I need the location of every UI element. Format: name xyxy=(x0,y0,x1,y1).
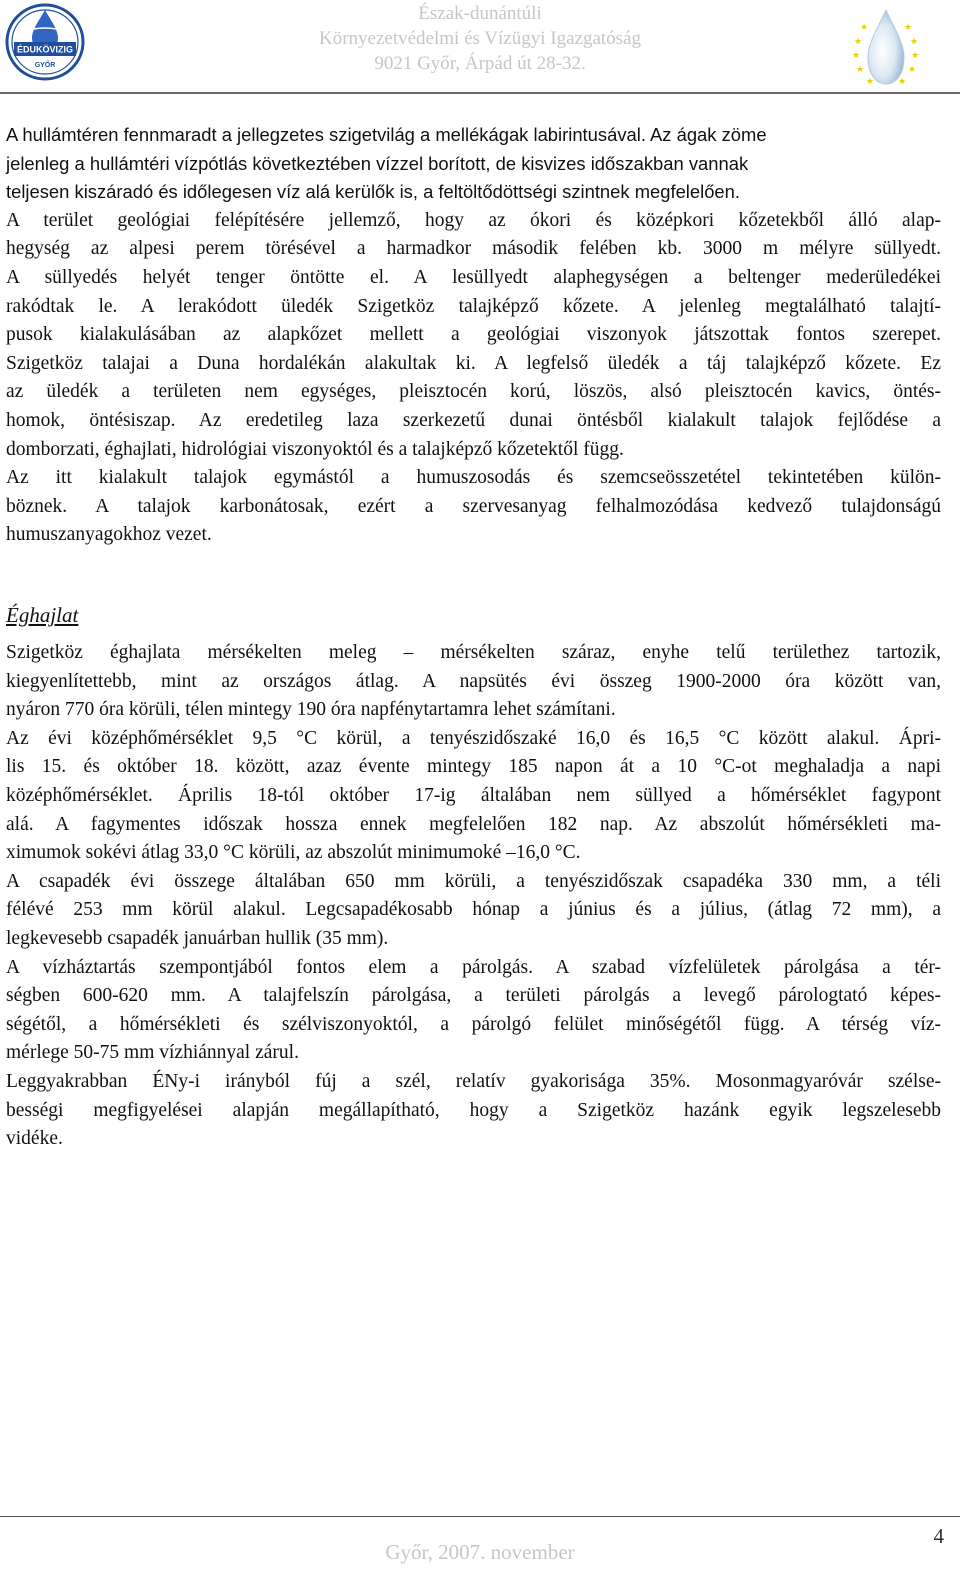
logo-left-text: ÉDUKÖVIZIG xyxy=(16,44,74,55)
text-line: középhőmérséklet. Április 18-tól október 17-ig általában nem süllyed a hőmérséklet fagypont xyxy=(6,784,941,806)
text-line: Szigetköz talajai a Duna hordalékán alakultak ki. A legfelső üledék a táj talajképző kőzete. Ez xyxy=(6,352,941,374)
svg-text:★: ★ xyxy=(908,65,917,75)
text-line: alá. A fagymentes időszak hossza ennek megfelelően 182 nap. Az abszolút hőmérsékleti ma- xyxy=(6,813,941,835)
text-line: vidéke. xyxy=(6,1128,63,1150)
edukovizig-logo-icon xyxy=(4,2,86,82)
text-line: pusok kialakulásában az alapkőzet mellett a geológiai viszonyok játszottak fontos szerepet. xyxy=(6,324,941,346)
text-line: A csapadék évi összege általában 650 mm körüli, a tenyészidőszak csapadéka 330 mm, a téli xyxy=(6,870,941,892)
text-line: domborzati, éghajlati, hidrológiai viszonyoktól és a talajképző kőzetektől függ. xyxy=(6,438,624,460)
text-line: A vízháztartás szempontjából fontos elem a párolgás. A szabad vízfelületek párolgása a tér- xyxy=(6,956,941,978)
text-line: Leggyakrabban ÉNy-i irányból fúj a szél, relatív gyakorisága 35%. Mosonmagyaróvár szélse- xyxy=(6,1070,941,1092)
text-line: humuszanyagokhoz vezet. xyxy=(6,524,212,546)
text-line: lis 15. és október 18. között, azaz évente mintegy 185 napon át a 10 °C-ot meghaladja a napi xyxy=(6,756,941,778)
header-divider xyxy=(0,92,960,94)
text-line: Szigetköz éghajlata mérsékelten meleg – mérsékelten száraz, enyhe telű területhez tartozik, xyxy=(6,642,941,663)
paragraph-floodplain xyxy=(6,121,941,207)
svg-text:★: ★ xyxy=(860,23,869,33)
water-drop-eu-stars-icon xyxy=(850,4,922,88)
text-line: homok, öntésiszap. Az eredetileg laza szerkezetű dunai öntésből kialakult talajok fejlődése a xyxy=(6,409,941,431)
svg-text:★: ★ xyxy=(856,65,865,75)
text-line: nyáron 770 óra körüli, télen mintegy 190 óra napfénytartamra lehet számítani. xyxy=(6,699,616,721)
page-header xyxy=(0,0,960,92)
page-number: 4 xyxy=(933,1524,944,1548)
svg-text:★: ★ xyxy=(854,37,863,47)
org-name-line1: Észak-dunántúli xyxy=(418,3,542,24)
text-line: hegység az alpesi perem törésével a harmadkor második felében kb. 3000 m mélyre süllyedt. xyxy=(6,238,941,260)
paragraph-geology xyxy=(6,207,941,550)
text-line: rakódtak le. A lerakódott üledék Szigetköz talajképző kőzete. A jelenleg megtalálható talajtí- xyxy=(6,295,941,317)
text-line: Az itt kialakult talajok egymástól a humuszosodás és szemcseösszetétel tekintetében külön- xyxy=(6,467,941,489)
text-line: Az évi középhőmérséklet 9,5 °C körül, a tenyészidőszaké 16,0 és 16,5 °C között alakul. Ápri- xyxy=(6,727,941,749)
org-address: 9021 Győr, Árpád út 28-32. xyxy=(374,53,586,74)
svg-text:★: ★ xyxy=(904,23,913,33)
text-line: ségétől, a hőmérsékleti és szélviszonyoktól, a párolgó felület minőségétől függ. A térség víz- xyxy=(6,1013,941,1035)
text-line: legkevesebb csapadék januárban hullik (35 mm). xyxy=(6,927,389,949)
text-line: A hullámtéren fennmaradt a jellegzetes szigetvilág a mellékágak labirintusával. Az ágak zöme xyxy=(6,124,767,145)
text-line: böznek. A talajok karbonátosak, ezért a szervesanyag felhalmozódása kedvező tulajdonságú xyxy=(6,495,941,517)
svg-text:★: ★ xyxy=(866,77,875,87)
text-line: teljesen kiszáradó és időlegesen víz alá kerülők is, a feltöltődöttségi szintnek megfelelően. xyxy=(6,181,741,203)
paragraph-climate xyxy=(6,639,941,1154)
svg-text:★: ★ xyxy=(911,51,920,61)
org-name-line2: Környezetvédelmi és Vízügyi Igazgatóság xyxy=(318,28,641,49)
section-title-climate: Éghajlat xyxy=(6,603,79,627)
text-line: bességi megfigyelései alapján megállapítható, hogy a Szigetköz hazánk egyik legszelesebb xyxy=(6,1099,941,1121)
footer-date: Győr, 2007. november xyxy=(385,1540,575,1564)
text-line: mérlege 50-75 mm vízhiánnyal zárul. xyxy=(6,1042,299,1064)
text-line: ximumok sokévi átlag 33,0 °C körüli, az abszolút minimumoké –16,0 °C. xyxy=(6,842,581,864)
text-line: az üledék a területen nem egységes, pleisztocén korú, löszös, alsó pleisztocén kavics, öntés- xyxy=(6,381,941,403)
text-line: kiegyenlítettebb, mint az országos átlag. A napsütés évi összeg 1900-2000 óra között van, xyxy=(6,670,941,692)
logo-left-subtext: GYŐR xyxy=(34,62,56,69)
svg-text:★: ★ xyxy=(852,51,861,61)
text-line: jelenleg a hullámtéri vízpótlás következtében vízzel borított, de kisvizes időszakban vannak xyxy=(6,152,749,174)
text-line: A süllyedés helyét tenger öntötte el. A lesüllyedt alaphegységen a beltenger mederüledékei xyxy=(6,266,941,288)
text-line: A terület geológiai felépítésére jellemző, hogy az ókori és középkori kőzetekből álló alap- xyxy=(6,209,941,231)
svg-text:★: ★ xyxy=(910,37,919,47)
text-line: ségben 600-620 mm. A talajfelszín párolgása, a területi párolgás a levegő párologtató képes- xyxy=(6,985,941,1007)
main-text xyxy=(6,121,941,550)
footer-divider xyxy=(0,1516,960,1517)
svg-text:★: ★ xyxy=(898,77,907,87)
text-line: félévé 253 mm körül alakul. Legcsapadékosabb hónap a június és a július, (átlag 72 mm), a xyxy=(6,899,941,921)
